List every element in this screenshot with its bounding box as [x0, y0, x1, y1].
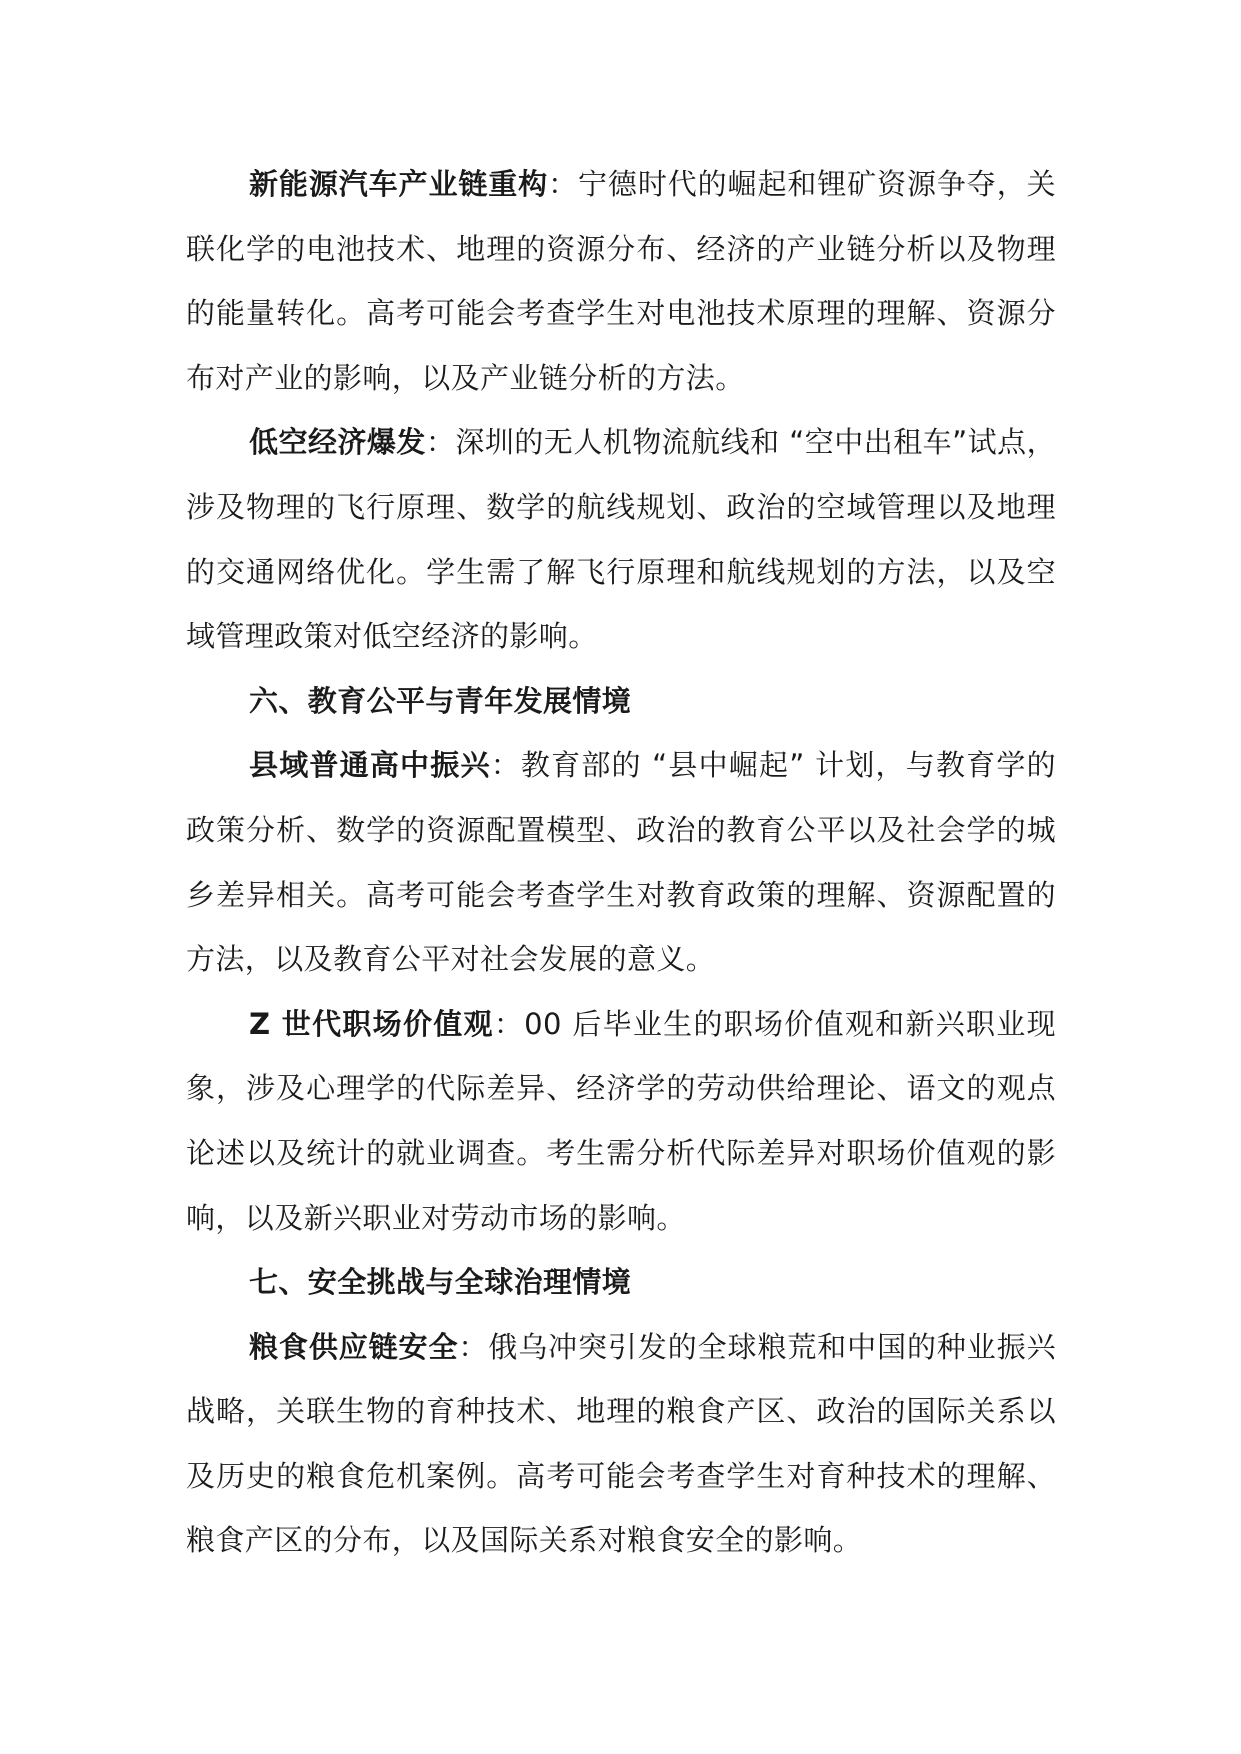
- paragraph-term: 新能源汽车产业链重构: [249, 167, 549, 201]
- paragraph-county-high-school: [186, 733, 1056, 991]
- paragraph-text: 宁德时代的崛起和锂矿资源争夺，关联化学的电池技术、地理的资源分布、经济的产业链分析以及物理的能量转化。高考可能会考查学生对电池技术原理的理解、资源分布对产业的影响，以及产业链分析的方法。: [186, 167, 1056, 395]
- paragraph-ev-industry-chain: [186, 152, 1056, 410]
- paragraph-term: 低空经济爆发: [249, 425, 426, 460]
- paragraph-text: 俄乌冲突引发的全球粮荒和中国的种业振兴战略，关联生物的育种技术、地理的粮食产区、政治的国际关系以及历史的粮食危机案例。高考可能会考查学生对育种技术的理解、粮食产区的分布，以及国际关系对粮食安全的影响。: [186, 1329, 1057, 1558]
- section-heading-security: 七、安全挑战与全球治理情境: [249, 1265, 632, 1300]
- paragraph-separator: ：: [458, 1329, 489, 1364]
- paragraph-term: 县域普通高中振兴: [249, 748, 491, 783]
- paragraph-food-supply-chain: [186, 1315, 1056, 1573]
- paragraph-separator: ：: [425, 425, 456, 460]
- paragraph-term: 粮食供应链安全: [249, 1329, 459, 1364]
- paragraph-separator: ：: [548, 167, 578, 201]
- paragraph-text: 00 后毕业生的职场价值观和新兴职业现象，涉及心理学的代际差异、经济学的劳动供给理论、语文的观点论述以及统计的就业调查。考生需分析代际差异对职场价值观的影响，以及新兴职业对劳动市场的影响。: [186, 1006, 1056, 1235]
- document-body: [186, 152, 1056, 1573]
- paragraph-gen-z-workplace: [186, 992, 1056, 1250]
- paragraph-text: 教育部的 “县中崛起” 计划，与教育学的政策分析、数学的资源配置模型、政治的教育公平以及社会学的城乡差异相关。高考可能会考查学生对教育政策的理解、资源配置的方法，以及教育公平对社会发展的意义。: [186, 748, 1056, 977]
- paragraph-low-altitude-economy: [186, 410, 1056, 668]
- paragraph-separator: ：: [493, 1006, 525, 1041]
- paragraph-separator: ：: [490, 748, 521, 783]
- paragraph-text: 深圳的无人机物流航线和 “空中出租车”试点，涉及物理的飞行原理、数学的航线规划、政治的空域管理以及地理的交通网络优化。学生需了解飞行原理和航线规划的方法，以及空域管理政策对低空经济的影响。: [186, 425, 1056, 654]
- section-heading-education: 六、教育公平与青年发展情境: [249, 683, 632, 718]
- paragraph-term: Z 世代职场价值观: [249, 1006, 494, 1041]
